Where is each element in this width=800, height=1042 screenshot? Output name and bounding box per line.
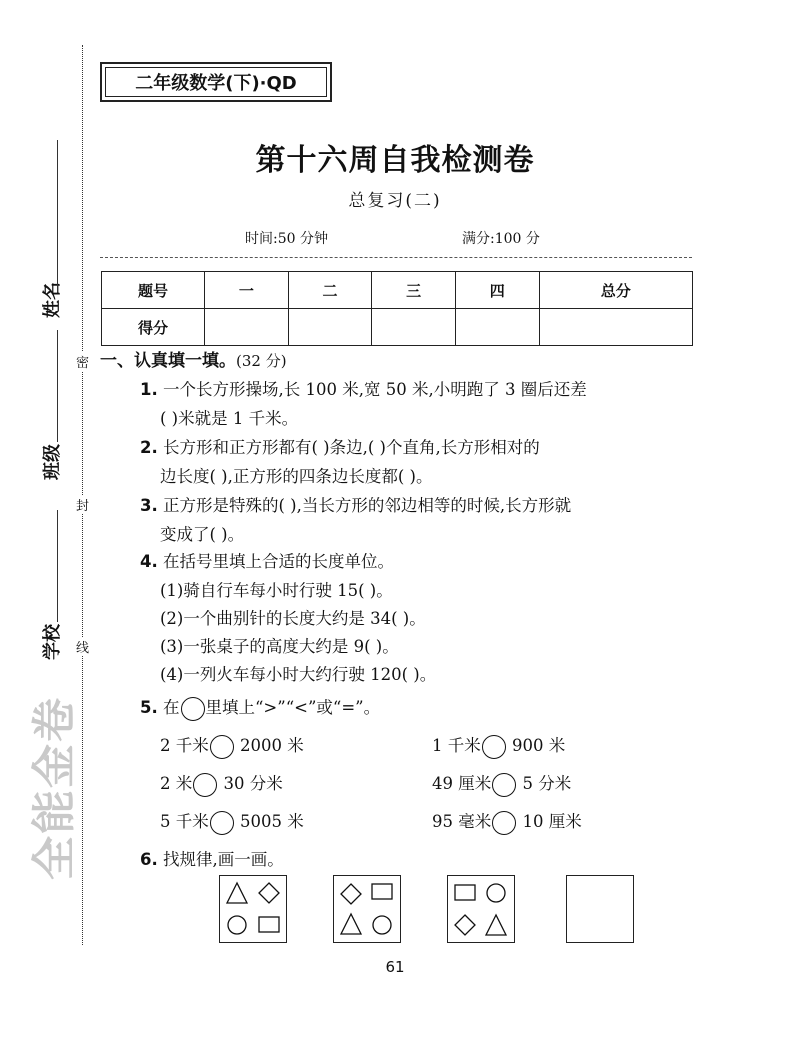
section-title-text: 一、认真填一填。 [100, 351, 236, 371]
grade-badge: 二年级数学(下)·QD [100, 62, 332, 102]
q3-line1 [140, 492, 571, 516]
compare-item [160, 770, 283, 797]
q4-item: (2)一个曲别针的长度大约是 34( )。 [160, 609, 426, 628]
seal-xian: 线 [76, 637, 89, 656]
header-cell: 四 [455, 272, 539, 309]
compare-circle-input[interactable] [210, 735, 234, 759]
q4-line [140, 548, 394, 572]
q4-text: 在括号里填上合适的长度单位。 [163, 552, 394, 571]
score-table-score-row [102, 309, 693, 346]
header-cell: 总分 [539, 272, 692, 309]
pattern-2-shapes-icon [334, 876, 400, 942]
q4-item: (1)骑自行车每小时行驶 15( )。 [160, 581, 393, 600]
pattern-answer-box[interactable] [566, 875, 634, 943]
score-info: 满分:100 分 [462, 231, 540, 247]
compare-item [432, 732, 565, 759]
header-cell: 题号 [102, 272, 205, 309]
compare-right: 900 米 [512, 736, 566, 755]
pattern-box-1 [219, 875, 287, 943]
page-number: 61 [385, 958, 405, 976]
score-cell[interactable] [372, 309, 456, 346]
q2-text: 长方形和正方形都有( )条边,( )个直角,长方形相对的 [163, 438, 540, 457]
compare-left: 2 米 [160, 774, 193, 793]
compare-item [160, 808, 304, 835]
section-points: (32 分) [236, 352, 287, 370]
q6-text: 找规律,画一画。 [163, 850, 284, 869]
q5-number: 5. [140, 698, 158, 717]
seal-feng: 封 [76, 495, 89, 514]
score-cell[interactable] [288, 309, 372, 346]
q6-number: 6. [140, 850, 158, 869]
class-label: 班级 [42, 444, 63, 480]
compare-left: 5 千米 [160, 812, 209, 831]
name-label: 姓名 [42, 282, 63, 318]
pattern-3-shapes-icon [448, 876, 514, 942]
q5-pre: 在 [163, 698, 180, 717]
compare-left: 49 厘米 [432, 774, 492, 793]
score-table [101, 271, 693, 346]
q5-line [140, 694, 380, 721]
q1-number: 1. [140, 380, 158, 399]
watermark: 全能金卷 [29, 696, 80, 880]
compare-item [432, 808, 582, 835]
header-cell: 二 [288, 272, 372, 309]
compare-right: 30 分米 [223, 774, 283, 793]
q6-line [140, 846, 284, 870]
pattern-box-2 [333, 875, 401, 943]
pattern-box-3 [447, 875, 515, 943]
compare-right: 5005 米 [240, 812, 304, 831]
compare-circle-input[interactable] [210, 811, 234, 835]
compare-left: 2 千米 [160, 736, 209, 755]
compare-item [432, 770, 571, 797]
q3-line2: 变成了( )。 [160, 525, 245, 544]
pattern-1-shapes-icon [220, 876, 286, 942]
school-write-line [57, 510, 58, 622]
q3-number: 3. [140, 496, 158, 515]
score-table-header-row [102, 272, 693, 309]
row-label: 得分 [102, 309, 205, 346]
q2-line1 [140, 434, 540, 458]
compare-left: 1 千米 [432, 736, 481, 755]
school-label: 学校 [42, 624, 63, 660]
header-cell: 一 [205, 272, 289, 309]
compare-circle-icon [181, 697, 205, 721]
q4-item: (4)一列火车每小时大约行驶 120( )。 [160, 665, 437, 684]
q1-text: 一个长方形操场,长 100 米,宽 50 米,小明跑了 3 圈后还差 [163, 380, 587, 399]
compare-circle-input[interactable] [492, 773, 516, 797]
page-title: 第十六周自我检测卷 [255, 143, 535, 178]
q2-line2: 边长度( ),正方形的四条边长度都( )。 [160, 467, 433, 486]
page-subtitle: 总复习(二) [348, 191, 442, 211]
time-info: 时间:50 分钟 [245, 231, 328, 247]
compare-left: 95 毫米 [432, 812, 492, 831]
q4-item: (3)一张桌子的高度大约是 9( )。 [160, 637, 399, 656]
compare-right: 2000 米 [240, 736, 304, 755]
compare-circle-input[interactable] [193, 773, 217, 797]
compare-item [160, 732, 304, 759]
score-cell[interactable] [205, 309, 289, 346]
q5-post: 里填上“>”“<”或“=”。 [205, 698, 381, 717]
q2-number: 2. [140, 438, 158, 457]
q3-text: 正方形是特殊的( ),当长方形的邻边相等的时候,长方形就 [163, 496, 572, 515]
score-cell[interactable] [539, 309, 692, 346]
score-cell[interactable] [455, 309, 539, 346]
dashed-divider [100, 257, 692, 258]
q4-number: 4. [140, 552, 158, 571]
seal-mi: 密 [76, 352, 89, 371]
q1-line2: ( )米就是 1 千米。 [160, 409, 299, 428]
compare-circle-input[interactable] [482, 735, 506, 759]
compare-right: 10 厘米 [522, 812, 582, 831]
compare-circle-input[interactable] [492, 811, 516, 835]
compare-right: 5 分米 [522, 774, 572, 793]
section-title [100, 346, 287, 371]
header-cell: 三 [372, 272, 456, 309]
q1-line1 [140, 376, 587, 400]
class-write-line [57, 330, 58, 442]
